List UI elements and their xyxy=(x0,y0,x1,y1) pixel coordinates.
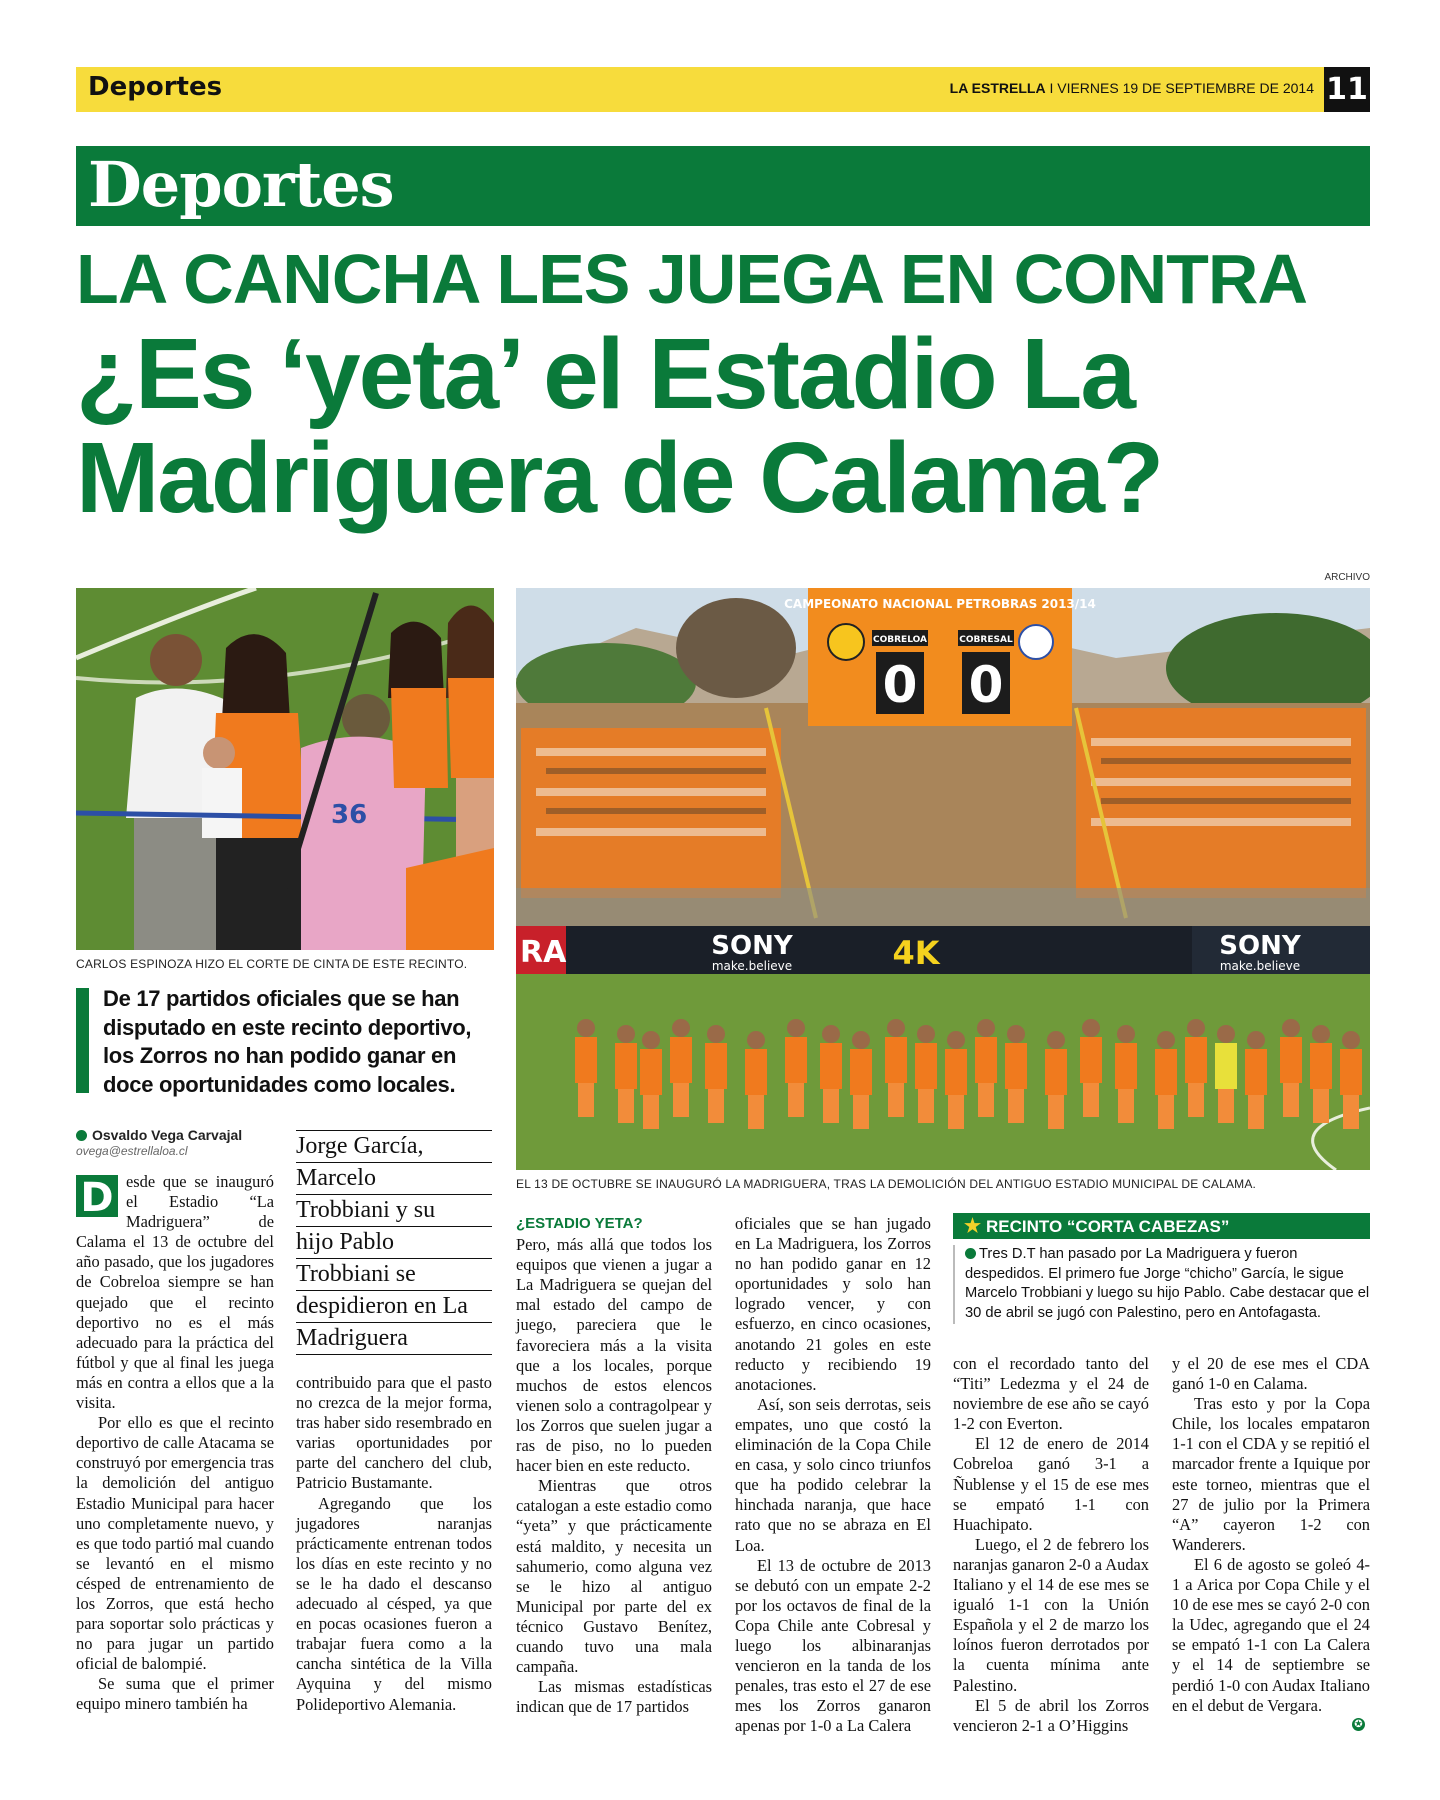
stadium-photo xyxy=(516,588,1370,1170)
kid-legs xyxy=(788,1083,804,1117)
kid-head xyxy=(617,1025,635,1043)
kid-legs xyxy=(643,1095,659,1129)
kid-legs xyxy=(618,1089,634,1123)
header-info xyxy=(950,80,1314,96)
kid-legs xyxy=(578,1083,594,1117)
kid-body xyxy=(745,1049,767,1095)
kicker-headline: LA CANCHA LES JUEGA EN CONTRA xyxy=(76,240,1308,318)
article-paragraph: oficiales que se han jugado en La Madriguera, los Zorros no han podido ganar en 12 oportunidades y solo han logrado vencer, y con esfuerzo, en cinco ocasiones, anotando 21 goles en este reducto y recibiendo 19 anotaciones. xyxy=(735,1214,931,1394)
vest-number: 36 xyxy=(331,800,368,830)
photo-caption-2: EL 13 DE OCTUBRE SE INAUGURÓ LA MADRIGUERA, TRAS LA DEMOLICIÓN DEL ANTIGUO ESTADIO MUNICIPAL DE CALAMA. xyxy=(516,1177,1257,1191)
byline-author: Osvaldo Vega Carvajal xyxy=(92,1127,243,1143)
kid-body xyxy=(615,1043,637,1089)
article-column-2 xyxy=(296,1373,492,1715)
scoreboard-away-team: COBRESAL xyxy=(959,635,1013,645)
kid-body xyxy=(1340,1049,1362,1095)
kid-legs xyxy=(918,1089,934,1123)
kid-body xyxy=(820,1043,842,1089)
byline-email: ovega@estrellaloa.cl xyxy=(76,1144,188,1158)
pull-quote-text: De 17 partidos oficiales que se han disputado en este recinto deportivo, los Zorros no han podido ganar en doce oportunidades como locales. xyxy=(103,986,472,1097)
ribbon-cutting-photo xyxy=(76,588,494,950)
kid-head xyxy=(1217,1025,1235,1043)
kid-legs xyxy=(1048,1095,1064,1129)
kid-legs xyxy=(948,1095,964,1129)
article-text: esde que se inauguró el Estadio “La Madriguera” de Calama el 13 de octubre del año pasado, que los jugadores de Cobreloa siempre se han quejado que el recinto deportivo no es el más adecuado para la práctica del fútbol y que al final les juega más en contra a ellos que a la visita. xyxy=(76,1172,274,1413)
ad-board-tagline-2: make.believe xyxy=(1219,959,1301,973)
article-paragraph: Las mismas estadísticas indican que de 17 partidos xyxy=(516,1677,712,1717)
article-column-5 xyxy=(953,1354,1149,1736)
info-box-body xyxy=(953,1245,1370,1324)
kid-head xyxy=(1312,1025,1330,1043)
kid-body xyxy=(640,1049,662,1095)
kid-head xyxy=(1282,1019,1300,1037)
byline-dot-icon xyxy=(76,1130,87,1141)
article-paragraph: Mientras que otros catalogan a este estadio como “yeta” y que prácticamente está maldito, y necesita un sahumerio, como alguna vez se le hizo al antiguo Municipal por parte del ex técnico Gustavo Benítez, cuando tuvo una mala campaña. xyxy=(516,1476,712,1677)
kid-legs xyxy=(1283,1083,1299,1117)
article-paragraph: Se suma que el primer equipo minero también ha xyxy=(76,1674,274,1714)
kid-legs xyxy=(1008,1089,1024,1123)
kid-body xyxy=(975,1037,997,1083)
byline-name-row xyxy=(76,1127,276,1143)
article-column-6 xyxy=(1172,1354,1370,1716)
kid-legs xyxy=(1083,1083,1099,1117)
kid-head xyxy=(1007,1025,1025,1043)
kid-body xyxy=(1005,1043,1027,1089)
kid-legs xyxy=(888,1083,904,1117)
article-paragraph: con el recordado tanto del “Titi” Ledezma y el 24 de noviembre de ese año se cayó 1-2 con Everton. xyxy=(953,1354,1149,1434)
kid-body xyxy=(1080,1037,1102,1083)
kid-head xyxy=(947,1031,965,1049)
article-paragraph: Tras esto y por la Copa Chile, los locales empataron 1-1 con el CDA y se repitió el marcador frente a Iquique por este torneo, mientras que el 27 de julio por la Primera “A” cayeron 1-2 con Wanderers. xyxy=(1172,1394,1370,1554)
side-quote-line: despidieron en La xyxy=(296,1290,492,1322)
kid-head xyxy=(747,1031,765,1049)
kid-head xyxy=(1187,1019,1205,1037)
header-section-label: Deportes xyxy=(88,72,223,102)
side-quote-line: Madriguera xyxy=(296,1322,492,1355)
side-quote-line: Marcelo xyxy=(296,1162,492,1194)
ribbon-cutting-illustration xyxy=(76,588,494,950)
end-mark-icon: ✪ xyxy=(1352,1718,1365,1731)
side-quote-line: Trobbiani y su xyxy=(296,1194,492,1226)
kid-head xyxy=(672,1019,690,1037)
kid-legs xyxy=(853,1095,869,1129)
article-paragraph: contribuido para que el pasto no crezca de la mejor forma, tras haber sido resembrado en varias oportunidades por parte del canchero del club, Patricio Bustamante. xyxy=(296,1373,492,1493)
section-banner xyxy=(76,146,1370,226)
drop-cap: D xyxy=(76,1175,118,1217)
kid-body xyxy=(1215,1043,1237,1089)
ad-board-tagline-1: make.believe xyxy=(711,959,793,973)
article-paragraph: y el 20 de ese mes el CDA ganó 1-0 en Calama. xyxy=(1172,1354,1370,1394)
kid-body xyxy=(785,1037,807,1083)
ad-board-brand-2: SONY xyxy=(1219,931,1301,961)
kid-legs xyxy=(708,1089,724,1123)
kid-head xyxy=(1082,1019,1100,1037)
kid-legs xyxy=(1118,1089,1134,1123)
banner-section-title: Deportes xyxy=(88,148,394,221)
header-separator: I xyxy=(1049,80,1054,96)
page-number: 11 xyxy=(1324,67,1370,112)
kid-legs xyxy=(1343,1095,1359,1129)
kid-head xyxy=(707,1025,725,1043)
side-quote-line: Jorge García, xyxy=(296,1130,492,1162)
kid-head xyxy=(577,1019,595,1037)
photo-caption-1: CARLOS ESPINOZA HIZO EL CORTE DE CINTA DE ESTE RECINTO. xyxy=(76,957,468,971)
kid-legs xyxy=(748,1095,764,1129)
kid-head xyxy=(1247,1031,1265,1049)
side-quote-line: hijo Pablo xyxy=(296,1226,492,1258)
stadium-illustration xyxy=(516,588,1370,1170)
article-paragraph: Por ello es que el recinto deportivo de calle Atacama se construyó por emergencia tras la demolición del antiguo Estadio Municipal para hacer uno completamente nuevo, y es que todo partió mal cuando se levantó en el mismo césped de entrenamiento de los Zorros, que está hecho para soportar solo prácticas y no para jugar un partido oficial de balompié. xyxy=(76,1413,274,1674)
kid-legs xyxy=(1313,1089,1329,1123)
bullet-dot-icon xyxy=(965,1248,976,1259)
kid-body xyxy=(1185,1037,1207,1083)
kid-body xyxy=(915,1043,937,1089)
kid-body xyxy=(1115,1043,1137,1089)
kid-body xyxy=(1155,1049,1177,1095)
kid-legs xyxy=(673,1083,689,1117)
header-paper-name: LA ESTRELLA xyxy=(949,80,1046,96)
article-column-4 xyxy=(735,1214,931,1736)
side-quote-line: Trobbiani se xyxy=(296,1258,492,1290)
kid-head xyxy=(977,1019,995,1037)
kid-body xyxy=(885,1037,907,1083)
kid-legs xyxy=(1188,1083,1204,1117)
pull-quote xyxy=(76,985,496,1095)
page-header-bar xyxy=(76,67,1370,112)
kid-body xyxy=(1245,1049,1267,1095)
kid-legs xyxy=(978,1083,994,1117)
article-paragraph xyxy=(76,1172,274,1413)
kid-head xyxy=(642,1031,660,1049)
photo-credit: ARCHIVO xyxy=(1324,572,1370,583)
kid-head xyxy=(1157,1031,1175,1049)
article-column-3 xyxy=(516,1214,712,1717)
article-paragraph: El 6 de agosto se goleó 4-1 a Arica por Copa Chile y el 10 de ese mes se cayó 2-0 con la Udec, agregando que el 24 se empató 1-1 con La Calera y el 14 de septiembre se perdió 1-0 con Audax Italiano en el debut de Vergara. xyxy=(1172,1554,1370,1715)
info-box-text: Tres D.T han pasado por La Madriguera y fueron despedidos. El primero fue Jorge “chicho” García, le sigue Marcelo Trobbiani y luego su hijo Pablo. Cabe destacar que el 30 de abril se jugó con Palestino, pero en Antofagasta. xyxy=(965,1246,1370,1322)
main-headline: ¿Es ‘yeta’ el Estadio La Madriguera de Calama? xyxy=(76,318,1163,534)
kid-legs xyxy=(1158,1095,1174,1129)
article-paragraph: Así, son seis derrotas, seis empates, uno que costó la eliminación de la Copa Chile en casa, y solo cinco triunfos que ha podido celebrar la hinchada naranja, que hace rato que no se abraza en El Loa. xyxy=(735,1394,931,1555)
kid-head xyxy=(787,1019,805,1037)
kid-head xyxy=(917,1025,935,1043)
kid-head xyxy=(1342,1031,1360,1049)
article-subhead: ¿ESTADIO YETA? xyxy=(516,1215,643,1232)
kid-head xyxy=(852,1031,870,1049)
kid-head xyxy=(1117,1025,1135,1043)
article-column-1 xyxy=(76,1172,274,1715)
scoreboard-home-team: COBRELOA xyxy=(873,635,927,645)
scoreboard-home-score: 0 xyxy=(882,656,918,714)
article-paragraph: Pero, más allá que todos los equipos que vienen a jugar a La Madriguera se quejan del mal estado del campo de juego, pareciera que le favoreciera más a la visita que a los locales, porque muchos de estos elencos vienen solo a contragolpear y los Zorros que suelen jugar a ras de piso, no lo pueden hacer bien en este reducto. xyxy=(516,1235,712,1476)
info-box xyxy=(953,1213,1370,1324)
star-icon: ★ xyxy=(964,1216,982,1237)
kid-body xyxy=(945,1049,967,1095)
kid-head xyxy=(822,1025,840,1043)
kid-head xyxy=(887,1019,905,1037)
pull-quote-bar xyxy=(76,988,89,1093)
article-paragraph: Agregando que los jugadores naranjas prácticamente entrenan todos los días en este recinto y no se le ha dado el descanso adecuado al césped, ya que en pocas ocasiones fueron a trabajar fuera como a la cancha sintética de la Villa Ayquina y del mismo Polideportivo Alemania. xyxy=(296,1493,492,1714)
kid-body xyxy=(705,1043,727,1089)
info-box-header xyxy=(953,1213,1370,1239)
kid-body xyxy=(1280,1037,1302,1083)
scoreboard-title: CAMPEONATO NACIONAL PETROBRAS 2013/14 xyxy=(784,597,1096,611)
article-paragraph: El 12 de enero de 2014 Cobreloa ganó 3-1 a Ñublense y el 15 de ese mes se empató 1-1 con Huachipato. xyxy=(953,1434,1149,1534)
kid-legs xyxy=(1218,1089,1234,1123)
article-paragraph: El 5 de abril los Zorros vencieron 2-1 a O’Higgins xyxy=(953,1695,1149,1735)
article-paragraph: Luego, el 2 de febrero los naranjas ganaron 2-0 a Audax Italiano y el 14 de ese mes se igualó 1-1 con la Unión Española y el 2 de marzo los loínos fueron derrotados por la cuenta mínima ante Palestino. xyxy=(953,1534,1149,1695)
kid-body xyxy=(1310,1043,1332,1089)
kid-head xyxy=(1047,1031,1065,1049)
ad-board-brand-1: SONY xyxy=(711,931,793,961)
article-paragraph: El 13 de octubre de 2013 se debutó con un empate 2-2 por los octavos de final de la Copa Chile ante Cobresal y luego los albinaranjas vencieron en la tanda de los penales, tras esto el 27 de ese mes los Zorros ganaron apenas por 1-0 a La Calera xyxy=(735,1555,931,1736)
ad-board-product: 4K xyxy=(892,934,940,972)
info-box-title: RECINTO “CORTA CABEZAS” xyxy=(986,1217,1230,1236)
kid-legs xyxy=(823,1089,839,1123)
byline xyxy=(76,1127,276,1158)
scoreboard-away-score: 0 xyxy=(968,656,1004,714)
kid-body xyxy=(670,1037,692,1083)
ad-board-partial: RA xyxy=(520,935,567,970)
kid-body xyxy=(575,1037,597,1083)
kid-body xyxy=(850,1049,872,1095)
kid-legs xyxy=(1248,1095,1264,1129)
header-date: VIERNES 19 DE SEPTIEMBRE DE 2014 xyxy=(1057,80,1314,96)
side-quote xyxy=(296,1130,492,1355)
kid-body xyxy=(1045,1049,1067,1095)
